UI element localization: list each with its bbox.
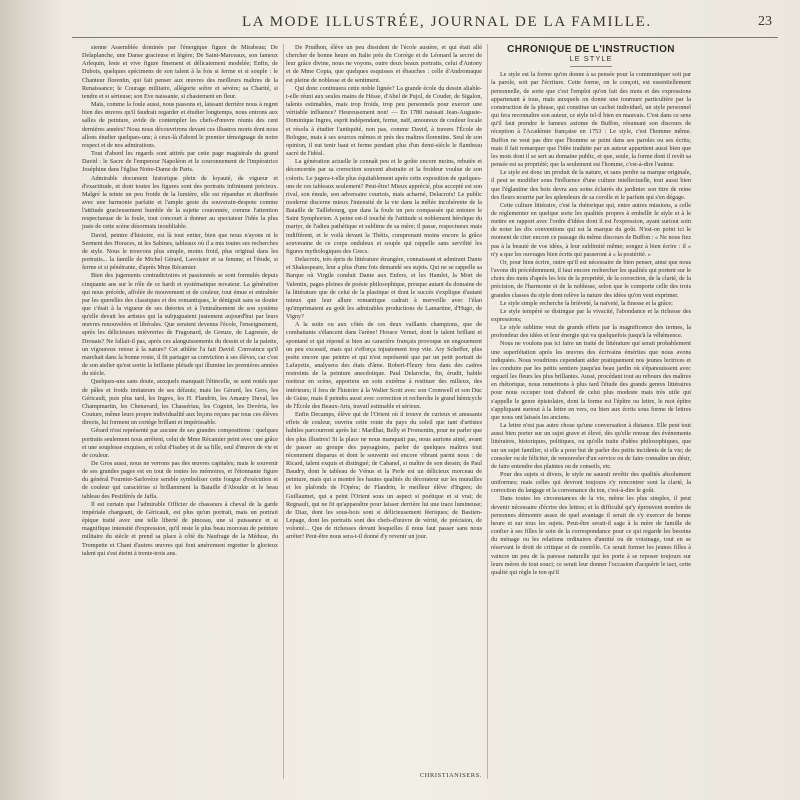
paragraph: Bien des jugements contradictoires et passionnés se sont formulés depuis cinquante ans sur le rôle de ce hardi et systématique novateur. La génération qui nous précède, affolée de mouvement et de couleur, tout émue et entraînée par les querelles des classiques et des romantiques, le dénigrait sans se douter que c'était à la vigueur de ses théories et à l'entraînement de son système qu'elle devait les artistes qui la subjuguaient justement aujourd'hui par leurs œuvres renouvelées et libérales. Que seraient devenus l'école, l'enseignement, après les délicieuses mièvreries de Fragonard, de Greuze, de Lagrenée, de Drouais? Ne fallait-il pas, après ces alanguissements du dessin et de la palette, un vigoureux retour à la nature? Cet athlète l'a fait David. Convaincu qu'il marchait dans la bonne route, il fit partager sa conviction à ses élèves, car c'est de son atelier qu'est sortie la brillante pléiade qui illumine les premières années du siècle.: [82, 272, 278, 378]
paragraph: Gérard n'est représenté par aucune de ses grandes compositions : quelques portraits seulement nous arrêtent, celui de Mme Récamier peint avec une grâce et une souplesse exquises, et celui d'Isabey et de sa fille, seul d'œuvre de vie et de couleur.: [82, 427, 278, 459]
article-signature: CHRISTIANISERS.: [419, 772, 482, 779]
paragraph: sienne Assemblée dominée par l'énergique figure de Mirabeau; De Delaplanche, une Danse gracieuse et légère; De Saint-Marceaux, son fameux Arlequin, leste et vive figure finement et délicatement modelée; Enfin, de Dubois, quelques spécimens de son talent à la fois si ferme et si souple : le Chanteur florentin, qui fait penser aux œuvres des meilleurs maîtres de la Renaissance; le Courage militaire, allégorie sobre et sévère; sa Charité, si tendre et si sérieuse; son Eve naissante, si chastement en fleur.: [82, 44, 278, 100]
title-rule: [570, 66, 612, 67]
paragraph: Le style est la forme qu'on donne à sa pensée pour la communiquer soit par la parole, soit par l'écriture. Cette forme, on le conçoit, est essentiellement personnelle, de sorte que c'est l'emploi qu'on fait des mots et des expressions appartenant à tous, mais auxquels on donne une tournure particulière par la construction de la phrase, qui constitue un cachet individuel, un style personnel qui fera reconnaître son auteur, ce style tel-il bien en mauvais. C'est dans ce sens qu'il faut prendre le fameux axiome de Buffon, résumant son discours de réception à l'Académie française en 1753 : Le style, c'est l'homme même. Buffon ne veut pas dire que l'homme se peint dans ses paroles ou ses écrits; mais il fait remarquer que l'idée traduite par un auteur appartient aussi bien que les mots dont il se sert au domaine public, et que, seule, la forme dont il revêt sa pensée est sa propriété; que la seulement est l'homme, c'est-à-dire l'auteur.: [491, 71, 691, 169]
paragraph: Quelques-uns sans doute, auxquels manquait l'étincelle, se sont restés que de pâles et froids imitateurs de ses défauts; mais les Gérard, les Gros, les Géricault, puis plus tard, les Ingres, les H. Flandrin, les Amaury Duval, les Champmartin, les Chenavard, les Chassériau, les Cogniet, les Devéria, les Couture, même leurs propre individualité aux leçons reçues par tous ces élèves directs, lui forment un cortège brillant et impérissable.: [82, 378, 278, 427]
paragraph: David, peintre d'histoire, est là tout entier, bien que nous n'ayons ni le Serment des Horaces, ni les Sabines, tableaux où il a mis toutes ses recherches de style. Nous le trouvons plus simple, moins froid, plus original dans les portraits... la famille de Michel Gérard, Lavoisier et sa femme, et l'étude, si ferme et si pénétrante, d'après Mme Récamier.: [82, 231, 278, 272]
paragraph: Cette culture littéraire, c'est la rhétorique qui, entre autres missions, a celle de réglementer en quelque sorte les qualités propres à embellir le style et à le mettre en rapport avec l'ordre d'idées dont il est l'expression, ayant surtout soin de noter les dix conventions qui est la marque du goût. N'est-on point ici le moment de citer encore ce passage du même discours de Buffon : « Ne nous fiez pas à la beauté de vos idées, à leur sublimité même; songez à bien écrire : il « n'y a que les ouvrages bien écrits qui passeront à « la postérité. »: [491, 201, 691, 258]
paragraph: Il est certain que l'admirable Officier de chasseurs à cheval de la garde impériale chargeant, de Géricault, est plus qu'un portrait, mais un portrait épique traité avec une telle liberté de pinceau, une si puissance et si magnifique intensité d'expression, qu'il reste le plus beau morceau de peinture militaire du siècle et prend sa place à côté du Naufrage de la Méduse, du Trompette et Chant d'autres œuvres qui font amèrement regretter le glorieux talent qui s'est éteint à trente-trois ans.: [82, 500, 278, 557]
paragraph: De Prudhon, élève un peu dissident de l'école austère, et qui était allé chercher de bonne heure en Italie près du Corrège et de Léonard la secret de leur grâce divine, nous ne voyons, outre deux beaux portraits, celui d'Antony et de Mme Copia, que quelques esquisses et ébauches : celle d'Andromaque est pleine de noblesse et de sentiment.: [286, 44, 482, 84]
section-subtitle: LE STYLE: [569, 54, 613, 64]
column-divider-1: [283, 44, 284, 779]
paragraph: Nous ne voulons pas ici faire un traité de littérature qui serait probablement une superfétation après les œuvres des écrivains émérites que nous avons indiquées. Nous voudrions cependant aider pratiquement nos jeunes lectrices et les conduire par les petits sentiers jusqu'au beau jardin où s'épanouissent avec orgueil les fleurs les plus brillantes. Aussi, procédant tout au rebours des maîtres en rhétorique, nous remettrons à plus tard l'étude des grands genres littéraires pour nous occuper tout d'abord de celui plus modeste mais très utile qui s'appelle le genre épistolaire, dont la forme est l'épître ou lettre, le mot épître s'appliquant surtout à la lettre en vers, ou bien aux écrits sous forme de lettres que nous ont laissés les anciens.: [491, 340, 691, 421]
paragraph: La lettre n'est pas autre chose qu'une conversation à distance. Elle peut tout aussi bien porter sur un sujet grave et élevé, dès qu'elle renoue des événements littéraires, historiques, politiques, ou qu'elle traite d'idées philosophiques, que sur un sujet familier, si elle a pour but de parler des petits incidents de la vie; de consoler ou de féliciter, de renouveler d'un service ou de faire connaître un désir, de faire entendre des plaintes ou de conseils, etc.: [491, 422, 691, 470]
column-divider-2: [487, 44, 488, 779]
binding-gutter: [0, 0, 60, 800]
paragraph: Le style est donc un produit de la nature, et sans perdre sa marque originale, il peut se modifier sous l'influence d'une culture intellectuelle, tout aussi bien que l'églantine des bois devra aux soins éclairés du jardinier son titre de reine des fleurs nourrie par les splendeurs de sa corolle et le parfum qui s'en dégage.: [491, 169, 691, 201]
paragraph: Tout d'abord les regards sont attirés par cette page magistrale du grand David : le Sacre de l'empereur Napoléon et le couronnement de l'impératrice Joséphine dans l'église Notre-Dame de Paris.: [82, 150, 278, 174]
page-number: 23: [758, 14, 772, 29]
paragraph: Le style sublime veut de grands effets par la magnificence des termes, la profondeur des idées et leur énergie qui va quelquefois jusqu'à la véhémence.: [491, 324, 691, 340]
section-title: CHRONIQUE DE L'INSTRUCTION: [507, 44, 675, 55]
paragraph: Mais, comme la foule aussi, nous passons et, laissant derrière nous à regret bien des œuvres qu'il faudrait regarder et étudier longtemps, nous entrons aux salles de peinture, avide de contempler les chefs-d'œuvre réunis des cent dernières années! Nous nous découvrirons devant ces illustres morts dont nous allons étudier quelques-uns; à ceux-là d'abord le premier témoignage de notre respect et de nos admirations.: [82, 101, 278, 149]
journal-title: LA MODE ILLUSTRÉE, JOURNAL DE LA FAMILLE.: [242, 14, 652, 30]
paragraph: Dans toutes les circonstances de la vie, même les plus simples, il peut devenir nécessaire d'écrire des lettres; et la difficulté qu'y éprouvent nombre de personnes démontre assez de quel avantage il serait de s'y exercer de bonne heure et sur tous les sujets. Peut-être serait-il sage à la mère de famille de confier à ses filles le soin de la correspondance pour ce qui regarde les besoins du ménage ou les relations ordinaires d'amitié ou de voisinage, tout en se réservant le droit de critique et de contrôle. Ce serait former les jeunes filles à vaincre un peu de la paresse naturelle qui les porte à se reposer toujours sur leurs mères de tout souci; ce serait leur donner l'occasion d'acquérir le tact, cette qualité qui règle le ton qu'il: [491, 495, 691, 576]
column-1: [82, 44, 278, 782]
paragraph: A la suite ou aux côtés de ces deux vaillants champions, que de combattants s'élancent dans l'arène! Horace Vernet, dont le talent brillant et spontané et qui répond si bien au caractère français provoque un engouement un peu excessif, mais qui s'efforça injustement trop vite. Ary Scheffer, plus poète encore que peintre et qui n'est représenté que par un petit portrait de Lafayette, analysera des états d'âme. Robert-Fleury fera dans des cadres restreints de la peinture anecdotique. Paul Delaroche, fin, érudit, habile metteur en scène, apportera un soin extrême à restituer des milieux, des intérieurs; il fera de l'histoire à la Walter Scott avec son Cromwell et son Duc de Guise, mais il peindra aussi avec correction et recherche le grand hémicycle de l'École des Beaux-Arts, travail estimable et sérieux.: [286, 321, 482, 410]
paragraph: Admirable document historique plein de loyauté, de vigueur et d'exactitude, et dont toutes les figures sont des portraits infiniment précieux. Malgré la teinte un peu froide de la lumière, elle est répandue et distribuée avec une harmonie parfaite et l'ample geste du souverain-despote comme l'attitude gracieusement humble de la sujette couronnée, comme l'attention respectueuse de la foule, tout concourt à donner au spectateur l'idée la plus juste de cette scène désormais inoubliable.: [82, 174, 278, 231]
paragraph: Enfin Decamps, élève qui de l'Orient où il trouve de curieux et amusants effets de couleur, ouvrira cette route du pays du soleil que tant d'artistes habiles parcourront après lui : Marilhat, Belly et Fromentin, pour ne parler que des plus illustres! Si la place ne nous manquait pas, nous aurions aimé, avant de passer au groupe des paysagistes, parler de quelques maîtres tout récemment disparus et dont le souvenir est encore vibrant parmi nous : de Ricard, talent exquis et distingué; de Cabanel, si maître de son dessin; de Paul Baudry, dont le tableau de Vénus et la Perle est un délicieux morceau de peinture, mais qui a montré les hautes qualités du décorateur sur les murailles et les plafonds de l'Opéra; de Flandrin, le meilleur élève d'Ingres; de Guillaumet, qui a peint l'Orient sous un aspect si poétique et si vrai; de Regnault, qui ne fit qu'apparaître pour laisser derrière lui une trace lumineuse; de Diaz, dont les sous-bois sont si délicieusement féeriques; de Bastien-Lepage, dont les portraits sont des chefs-d'œuvre de vérité, de précision, de volonté... Que de richesses devant lesquelles il nous faut passer sans nous arrêter! Peut-être nous sera-t-il donné d'y revenir un jour.: [286, 411, 482, 541]
paragraph: Delacroix, très épris de littérature étrangère, connaissant et admirant Dante et Shakespeare, leur a plus d'une fois demandé ses sujets. Qui ne se rappelle sa Barque où Virgile conduit Dante aux Enfers, et les Hamlet, la Mort de Valentin, pages pleines de poésie philosophique, presque autant du domaine de la littérature que de celui de la plastique et dont le succès s'explique d'autant mieux que leur allure romantique cadrait à merveille avec l'élan qu'imprimaient au goût les admirables productions de Lamartine, d'Hugo, de Vigny?: [286, 256, 482, 321]
header-rule: [72, 37, 778, 38]
paragraph: Or, pour bien écrire, outre qu'il est nécessaire de bien penser, ainsi que nous l'avons dit précédemment, il faut encore rechercher les qualités qui portent sur le choix des mots d'après les lois de la propriété, de la correction, de la clarté, de la précision, de l'harmonie et de la noblesse, selon que le comporte celle des trois grandes classes du style dont relève la nature des idées qu'on veut exprimer.: [491, 258, 691, 299]
paragraph: La génération actuelle le connaît peu et le goûte encore moins, rebutée et déconcertée par sa correction souvent abstraite et la froideur voulue de son coloris. Le jugera-t-elle plus équitablement après cette exposition de quelques-uns de ces tableaux seulement? Peut-être! Mieux apprécié, plus accepté est son rival, son émule, son adversaire courtois, mais acharné, Delacroix! Le public moderne discerne mieux l'intensité de la vie dans la mêlée incohérente de la Bataille de Taillebourg, que dans la foule un peu compassée qui entoure le Saint Symphorien. A peine est-il touché de l'attitude si noblement héroïque du martyr, de l'adieu pathétique et sublime de sa mère; il passe, respectueux mais indifférent, et le voilà devant la Thétis, comprenant moins encore la grâce souveraine de ce corps onduleux et souple qui rappelle sans servilité les figures mythologiques des Grecs.: [286, 158, 482, 255]
paragraph: Le style tempéré se distingue par la vivacité, l'abondance et la richesse des expressions;: [491, 307, 691, 323]
running-head: [60, 14, 800, 36]
column-2: [286, 44, 482, 782]
paragraph: De Gros aussi, nous ne verrons pas des œuvres capitales; mais le souvenir de ses grandes pages est en tout de toutes les mémoires, et l'étonnante figure du général Fournier-Sarlovèze semble symboliser cette fougue d'exécution et de couleur qui caractérise si brillamment la Bataille d'Aboukir et le beau tableau des Pestiférés de Jaffa.: [82, 459, 278, 500]
paragraph: Le style simple recherche la brièveté, la naïveté, la finesse et la grâce;: [500, 299, 673, 307]
column-3: [491, 44, 691, 782]
paragraph: Qui donc continuera cette noble lignée? La grande école du dessin aliable-t-elle réuni aux seules mains de Hésse, d'Abel de Pujol, de Couder, de Sigalon, talents estimables, mais trop froids, trop peu personnels pour exercer une véritable influence? Heureusement non! — En 1780 naissait Jean-Auguste-Dominique Ingres, esprit indépendant, ferme, naïf, amoureux de couleur locale et résolu à étudier l'antiquité, non pas, comme David, à travers l'École de Bologne, mais à ses sources mêmes et près des maîtres florentins. Seul de son opinion, il eut tenir haut et ferme pendant plus d'un demi-siècle le flambeau sacré de l'idéal.: [286, 84, 482, 158]
paragraph: Pour des sujets si divers, le style ne saurait revêtir des qualités absolument uniformes; mais celles qui devront toujours s'y rencontrer sont la clarté, la correction du langage et la convenance du ton, c'est-à-dire le goût.: [491, 470, 691, 495]
